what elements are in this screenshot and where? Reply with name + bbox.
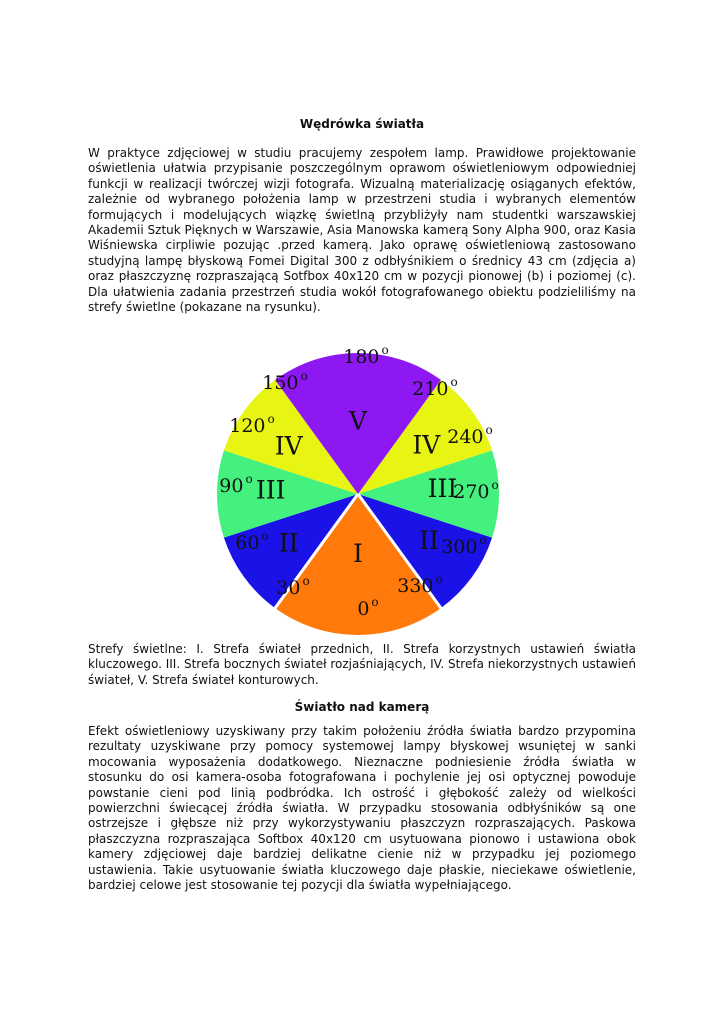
degree-mark: o [302,574,310,588]
zone-label: I [353,539,363,569]
degree-mark: o [245,472,253,486]
degree-mark: o [381,343,389,357]
degree-mark: o [267,412,275,426]
zone-label: IV [412,430,441,460]
degree-mark: o [435,572,443,586]
angle-label: 0 $^o$ [357,595,379,620]
zone-label: V [348,406,368,436]
degree-mark: o [450,375,458,389]
angle-label: 180 $^o$ [343,343,389,368]
angle-label: 210 $^o$ [412,375,458,400]
angle-label: 240 $^o$ [447,423,493,448]
degree-mark: o [300,369,308,383]
zone-label: III [427,474,458,504]
angle-label: 30 $^o$ [276,574,310,599]
zone-label: III [255,475,286,505]
zone-label: II [278,528,299,558]
degree-mark: o [485,423,493,437]
body-paragraph: Efekt oświetleniowy uzyskiwany przy takim położeniu źródła światła bardzo przypomina rezultaty uzyskiwane przy pomocy systemowej lampy błyskowej wsuniętej w sanki mocowania wyposażenia dodatkowego. Nieznaczne podniesienie źródła światła w stosunku do osi kamera-osoba fotografowana i pochylenie jej osi optycznej powoduje powstanie cieni pod linią podbródka. Ich ostrość i głębokość zależy od wielkości powierzchni świecącej źródła światła. W przypadku stosowania odbłyśników są one ostrzejsze i głębsze niż przy wykorzystywaniu płaszczyzn rozpraszających. Paskowa płaszczyzna rozpraszająca Softbox 40x120 cm usytuowana pionowo i ustawiona obok kamery zdjęciowej daje bardziej delikatne cienie niż w przypadku jej poziomego ustawienia. Takie usytuowanie światła kluczowego daje płaskie, nieciekawe oświetlenie, bardziej celowe jest stosowanie tej pozycji dla światła wypełniającego. [88,724,636,893]
zone-label: IV [274,431,303,461]
angle-label: 120 $^o$ [229,412,275,437]
angle-label: 270 $^o$ [453,478,499,503]
section-title: Światło nad kamerą [294,700,430,714]
article-title: Wędrówka światła [299,117,425,131]
diagram-caption: Strefy świetlne: I. Strefa świateł przednich, II. Strefa korzystnych ustawień światła kluczowego. III. Strefa bocznych świateł rozjaśniających, IV. Strefa niekorzystnych ustawień świateł, V. Strefa świateł konturowych. [88,642,636,687]
degree-mark: o [371,595,379,609]
degree-mark: o [261,529,269,543]
angle-label: 150 $^o$ [262,369,308,394]
degree-mark: o [479,533,487,547]
intro-paragraph: W praktyce zdjęciowej w studiu pracujemy zespołem lamp. Prawidłowe projektowanie oświetlenia ułatwia przypisanie poszczególnym oprawom oświetleniowym odpowiedniej funkcji w realizacji twórczej wizji fotografa. Wizualną materializację osiąganych efektów, zależnie od wybranego położenia lamp w przestrzeni studia i wybranych elementów formujących i modelujących wiązkę świetlną przybliżyły nam studentki warszawskiej Akademii Sztuk Pięknych w Warszawie, Asia Manowska kamerą Sony Alpha 900, oraz Kasia Wiśniewska cirpliwie pozując .przed kamerą. Jako oprawę oświetleniową zastosowano studyjną lampę błyskową Fomei Digital 300 z odbłyśnikiem o średnicy 43 cm (zdjęcia a) oraz płaszczyznę rozpraszającą Sotfbox 40x120 cm w pozycji pionowej (b) i poziomej (c). Dla ułatwienia zadania przestrzeń studia wokół fotografowanego obiektu podzieliliśmy na strefy świetlne (pokazane na rysunku). [88,146,636,315]
angle-label: 60 $^o$ [235,529,269,554]
angle-label: 90 $^o$ [219,472,253,497]
zone-label: II [419,526,439,556]
angle-label: 300 $^o$ [441,533,487,558]
angle-label: 330 $^o$ [397,572,443,597]
degree-mark: o [491,478,499,492]
